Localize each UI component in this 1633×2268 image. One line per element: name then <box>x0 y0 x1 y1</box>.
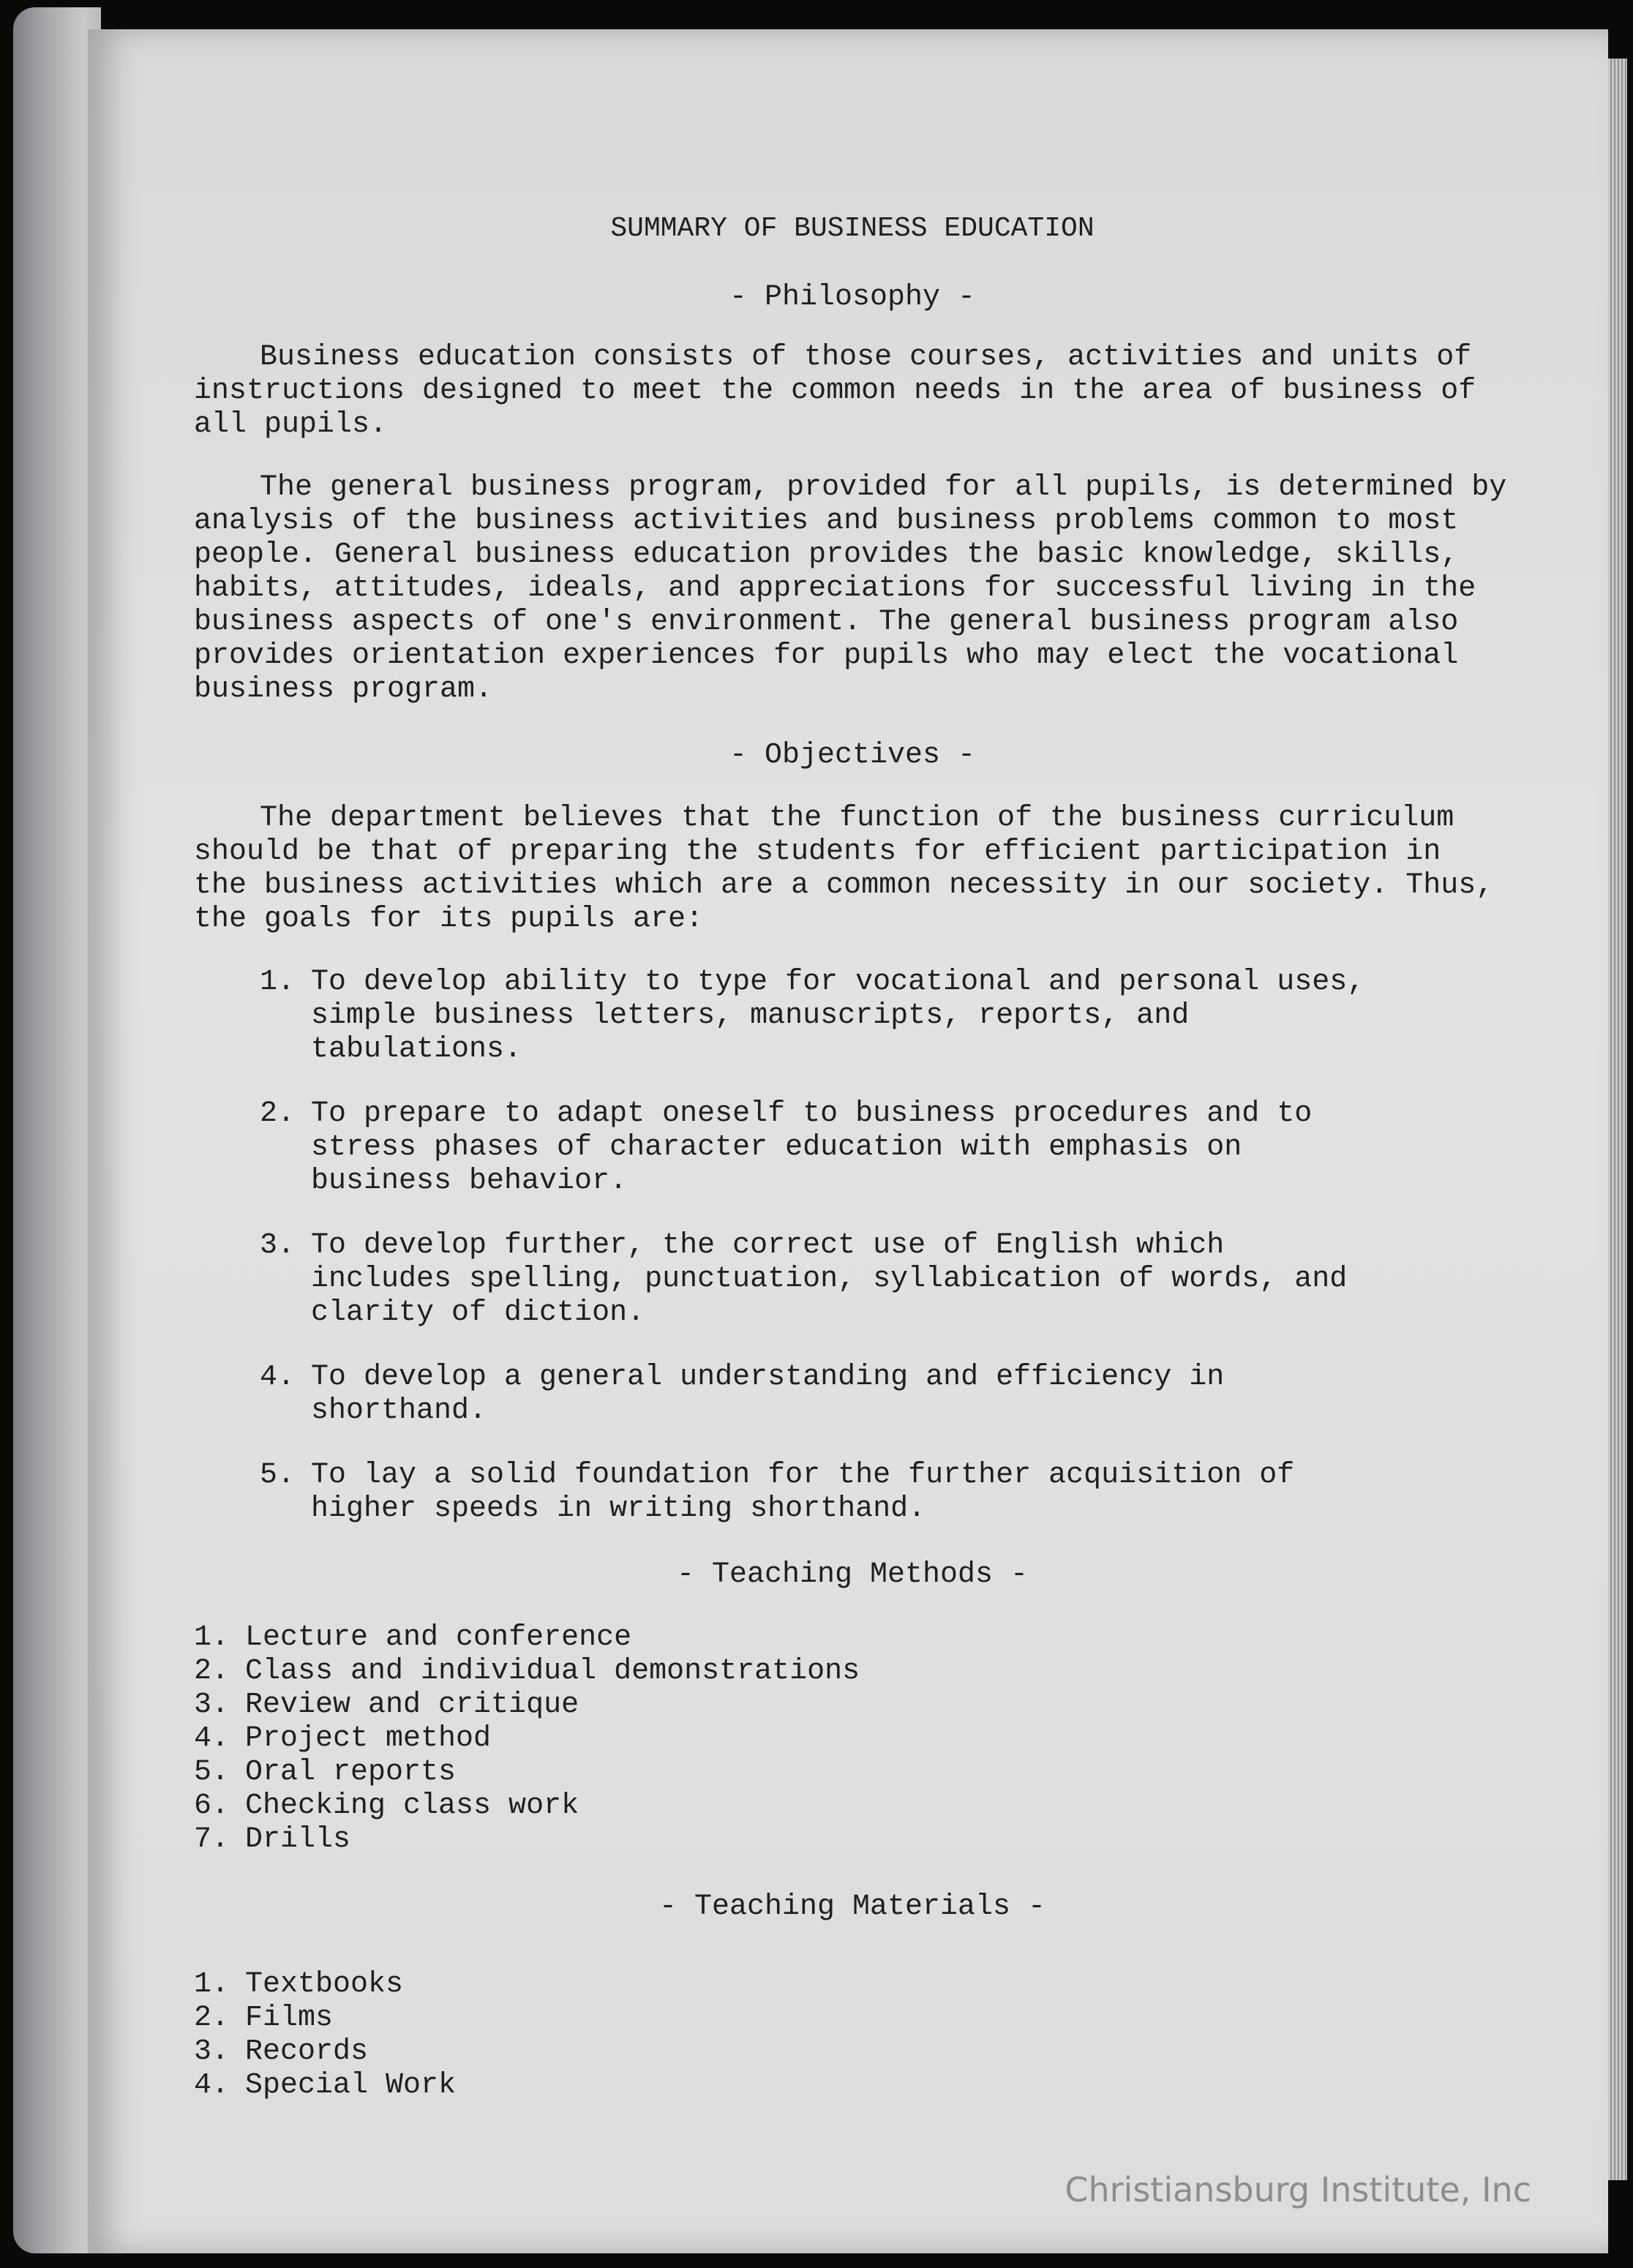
objectives-list <box>194 966 1511 1526</box>
list-number: 1. <box>260 966 296 999</box>
philosophy-paragraph-2: The general business program, provided for all pupils, is determined by analysis of the business activities and business problems common to most people. General business education provides the basic knowledge, skills, habits, attitudes, ideals, and appreciations for successful living in the business aspects of one's environment. The general business program also provides orientation experiences for pupils who may elect the vocational business program. <box>194 471 1507 706</box>
list-item <box>194 1968 1511 2002</box>
list-number: 2. <box>194 2002 230 2035</box>
list-item <box>194 1790 1511 1823</box>
list-text: Records <box>245 2035 369 2068</box>
list-text: To lay a solid foundation for the further acquisition of higher speeds in writing shorthand. <box>311 1459 1295 1525</box>
teaching-methods-heading: - Teaching Methods - <box>676 1558 1029 1591</box>
list-number: 2. <box>260 1097 296 1130</box>
list-item <box>260 1097 1511 1198</box>
watermark-text: Christiansburg Institute, Inc <box>1065 2170 1531 2209</box>
list-item <box>194 2035 1511 2069</box>
objectives-heading: - Objectives - <box>729 739 976 772</box>
list-item <box>260 966 1511 1067</box>
list-text: Lecture and conference <box>245 1621 632 1654</box>
list-item <box>260 1459 1511 1526</box>
objectives-intro: The department believes that the function of the business curriculum should be that of preparing the students for efficient participation in the business activities which are a common necessity in our society. Thus, the goals for its pupils are: <box>194 802 1494 936</box>
list-text: Review and critique <box>245 1689 579 1721</box>
teaching-materials-list <box>194 1968 1511 2103</box>
document-page <box>88 29 1608 2253</box>
list-text: To develop a general understanding and efficiency in shorthand. <box>311 1361 1225 1427</box>
list-text: Films <box>245 2002 334 2035</box>
document-title: SUMMARY OF BUSINESS EDUCATION <box>610 213 1095 244</box>
list-number: 5. <box>194 1756 230 1789</box>
list-number: 3. <box>194 1689 230 1721</box>
list-text: To develop further, the correct use of English which includes spelling, punctuation, syllabication of words, and clarity of diction. <box>311 1229 1348 1329</box>
list-item <box>194 1621 1511 1655</box>
list-number: 2. <box>194 1655 230 1688</box>
list-text: Special Work <box>245 2069 457 2102</box>
list-number: 5. <box>260 1459 296 1492</box>
list-item <box>194 2002 1511 2035</box>
list-item <box>194 1722 1511 1756</box>
list-item <box>194 1756 1511 1790</box>
list-text: Checking class work <box>245 1790 579 1822</box>
list-number: 3. <box>260 1229 296 1262</box>
list-text: Oral reports <box>245 1756 457 1789</box>
list-text: Textbooks <box>245 1968 404 2001</box>
list-text: Class and individual demonstrations <box>245 1655 860 1688</box>
list-text: Project method <box>245 1722 492 1755</box>
list-number: 4. <box>194 1722 230 1755</box>
teaching-materials-heading: - Teaching Materials - <box>658 1890 1046 1923</box>
list-number: 3. <box>194 2035 230 2068</box>
list-number: 4. <box>260 1361 296 1394</box>
list-item <box>194 1823 1511 1857</box>
teaching-methods-list <box>194 1621 1511 1857</box>
list-number: 1. <box>194 1968 230 2001</box>
list-text: Drills <box>245 1823 351 1856</box>
list-number: 7. <box>194 1823 230 1856</box>
list-item <box>260 1229 1511 1330</box>
list-number: 4. <box>194 2069 230 2102</box>
philosophy-paragraph-1: Business education consists of those courses, activities and units of instructions designed to meet the common needs in the area of business of all pupils. <box>194 341 1476 441</box>
list-text: To develop ability to type for vocational and personal uses, simple business letters, manuscripts, reports, and tabulations. <box>311 966 1365 1066</box>
list-item <box>260 1361 1511 1428</box>
philosophy-heading: - Philosophy - <box>729 281 976 314</box>
list-number: 1. <box>194 1621 230 1654</box>
list-text: To prepare to adapt oneself to business procedures and to stress phases of character education with emphasis on business behavior. <box>311 1097 1313 1198</box>
list-item <box>194 1655 1511 1689</box>
page-content <box>194 212 1511 2103</box>
list-item <box>194 1689 1511 1722</box>
list-number: 6. <box>194 1790 230 1822</box>
list-item <box>194 2069 1511 2103</box>
